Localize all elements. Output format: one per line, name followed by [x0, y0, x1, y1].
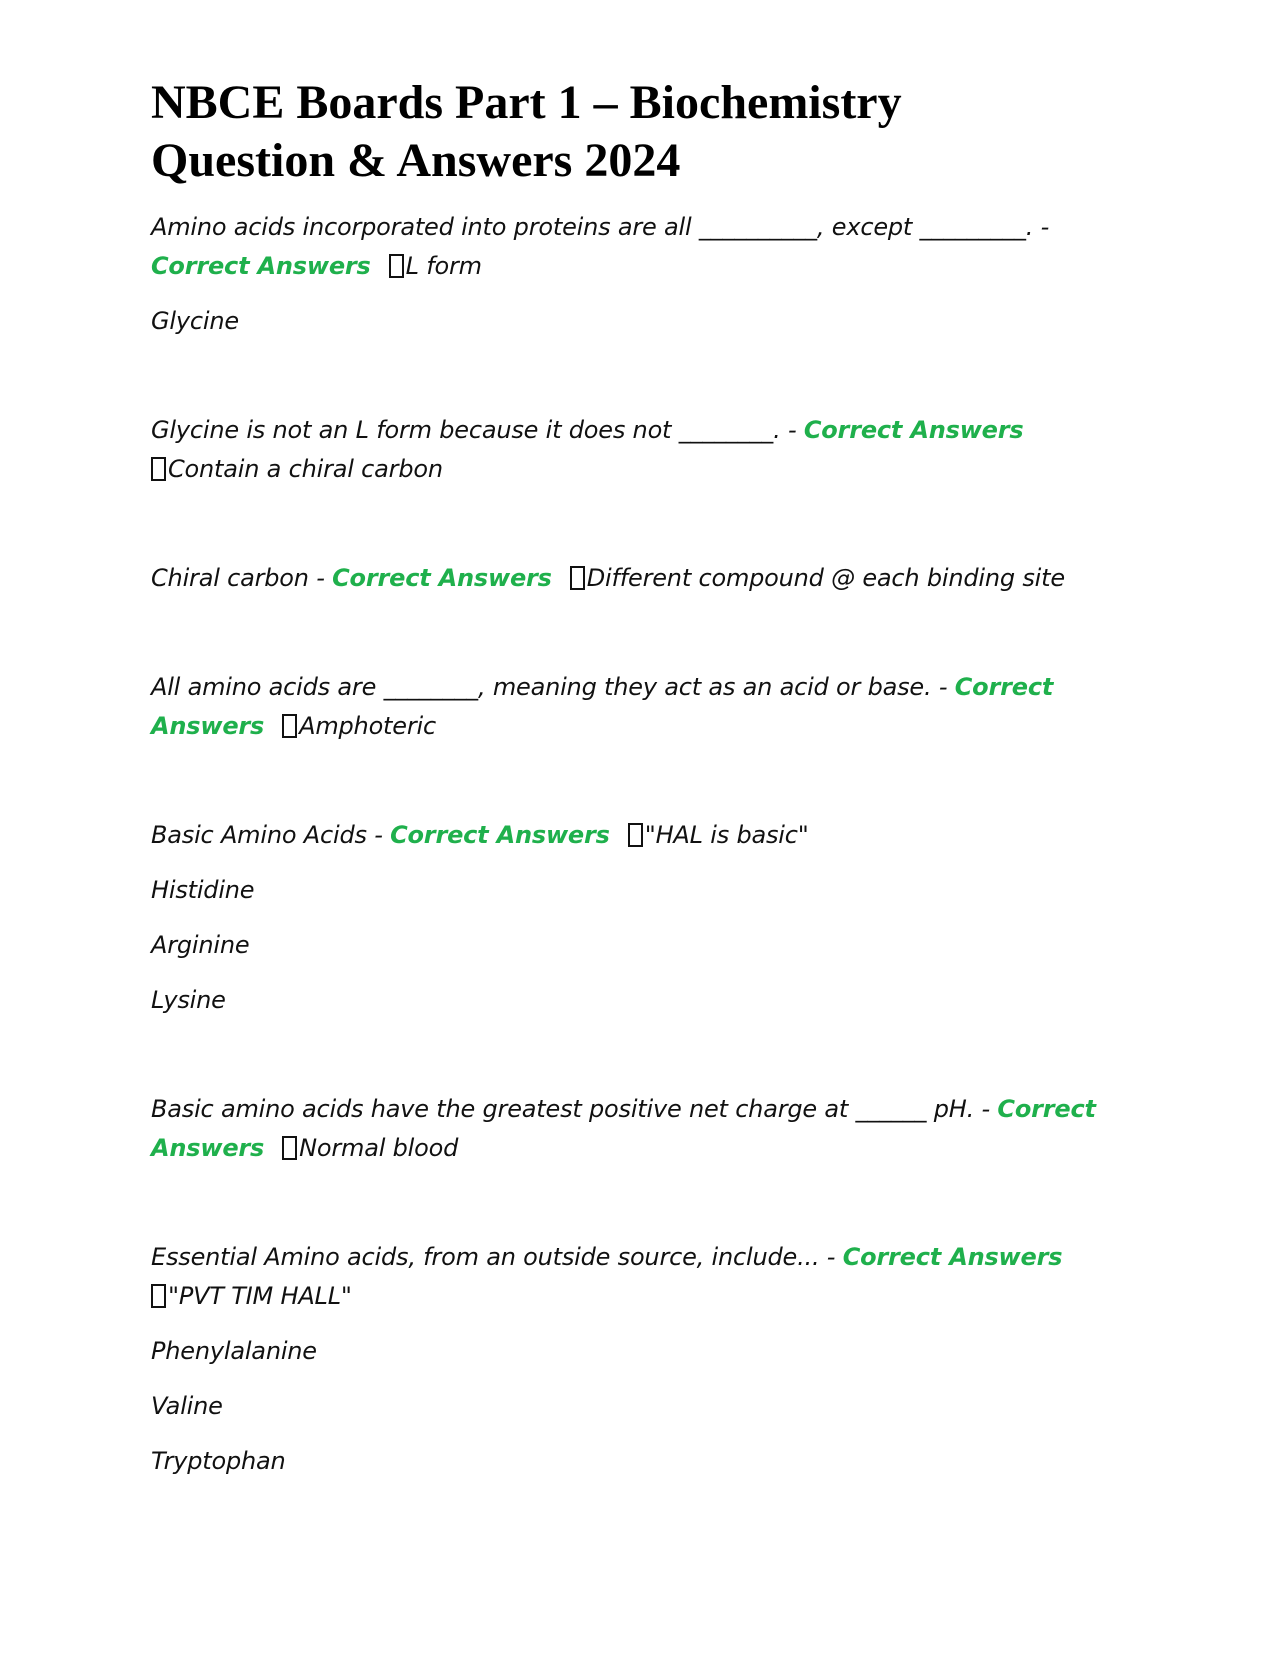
title-line-1: NBCE Boards Part 1 – Biochemistry	[151, 76, 902, 129]
correct-answers-marker: Correct Answers	[842, 1243, 1063, 1271]
question-text: Chiral carbon	[151, 564, 309, 592]
question-text: All amino acids are ________, meaning they act as an acid or base.	[151, 673, 932, 701]
answer-line: Histidine	[151, 876, 255, 904]
missing-glyph-icon	[389, 254, 404, 278]
correct-answers-marker: Correct Answers	[390, 821, 610, 849]
flashcard: Essential Amino acids, from an outside source, include... - Correct Answers "PVT TIM HALL" Phenylalanine Valine Tryptophan	[151, 1238, 1131, 1481]
correct-answers-marker: Correct Answers	[803, 416, 1024, 444]
answer-text: Amphoteric	[299, 712, 436, 740]
question-text: Basic amino acids have the greatest positive net charge at ______ pH.	[151, 1095, 975, 1123]
missing-glyph-icon	[282, 714, 297, 738]
answer-line: Phenylalanine	[151, 1337, 317, 1365]
missing-glyph-icon	[282, 1136, 297, 1160]
answer-line: Lysine	[151, 986, 226, 1014]
answer-text: "PVT TIM HALL"	[168, 1282, 352, 1310]
flashcard: Basic Amino Acids - Correct Answers "HAL is basic" Histidine Arginine Lysine	[151, 816, 1131, 1020]
question-text: Basic Amino Acids	[151, 821, 367, 849]
answer-line: Arginine	[151, 931, 250, 959]
flashcard: All amino acids are ________, meaning they act as an acid or base. - Correct Answers Amphoteric	[151, 673, 1054, 740]
correct-answers-marker: Correct Answers	[332, 564, 552, 592]
missing-glyph-icon	[151, 457, 166, 481]
flashcard: Glycine is not an L form because it does not ________. - Correct Answers Contain a chiral carbon	[151, 416, 1024, 483]
flashcard: Basic amino acids have the greatest positive net charge at ______ pH. - Correct Answers Normal blood	[151, 1095, 1096, 1162]
answer-line: Tryptophan	[151, 1447, 286, 1475]
answer-text: Contain a chiral carbon	[168, 455, 443, 483]
missing-glyph-icon	[151, 1284, 166, 1308]
answer-text: Normal blood	[299, 1134, 459, 1162]
missing-glyph-icon	[570, 566, 585, 590]
document-page	[151, 74, 1131, 1481]
question-text: Glycine is not an L form because it does not ________.	[151, 416, 781, 444]
answer-text: "HAL is basic"	[644, 821, 809, 849]
flashcard: Amino acids incorporated into proteins are all __________, except _________. - Correct Answers L form Glycine	[151, 208, 1131, 341]
title-line-2: Question & Answers 2024	[151, 134, 681, 187]
answer-line: Glycine	[151, 307, 239, 335]
missing-glyph-icon	[628, 823, 643, 847]
correct-answers-marker: Correct Answers	[151, 1095, 1096, 1162]
question-text: Amino acids incorporated into proteins are all __________, except _________.	[151, 213, 1034, 241]
answer-text: L form	[405, 252, 482, 280]
document-title	[151, 74, 1131, 190]
answer-line: Valine	[151, 1392, 223, 1420]
answer-text: Different compound @ each binding site	[586, 564, 1065, 592]
correct-answers-marker: Correct Answers	[151, 673, 1054, 740]
flashcard: Chiral carbon - Correct Answers Different compound @ each binding site	[151, 564, 1065, 592]
question-text: Essential Amino acids, from an outside source, include...	[151, 1243, 820, 1271]
correct-answers-marker: Correct Answers	[151, 252, 371, 280]
